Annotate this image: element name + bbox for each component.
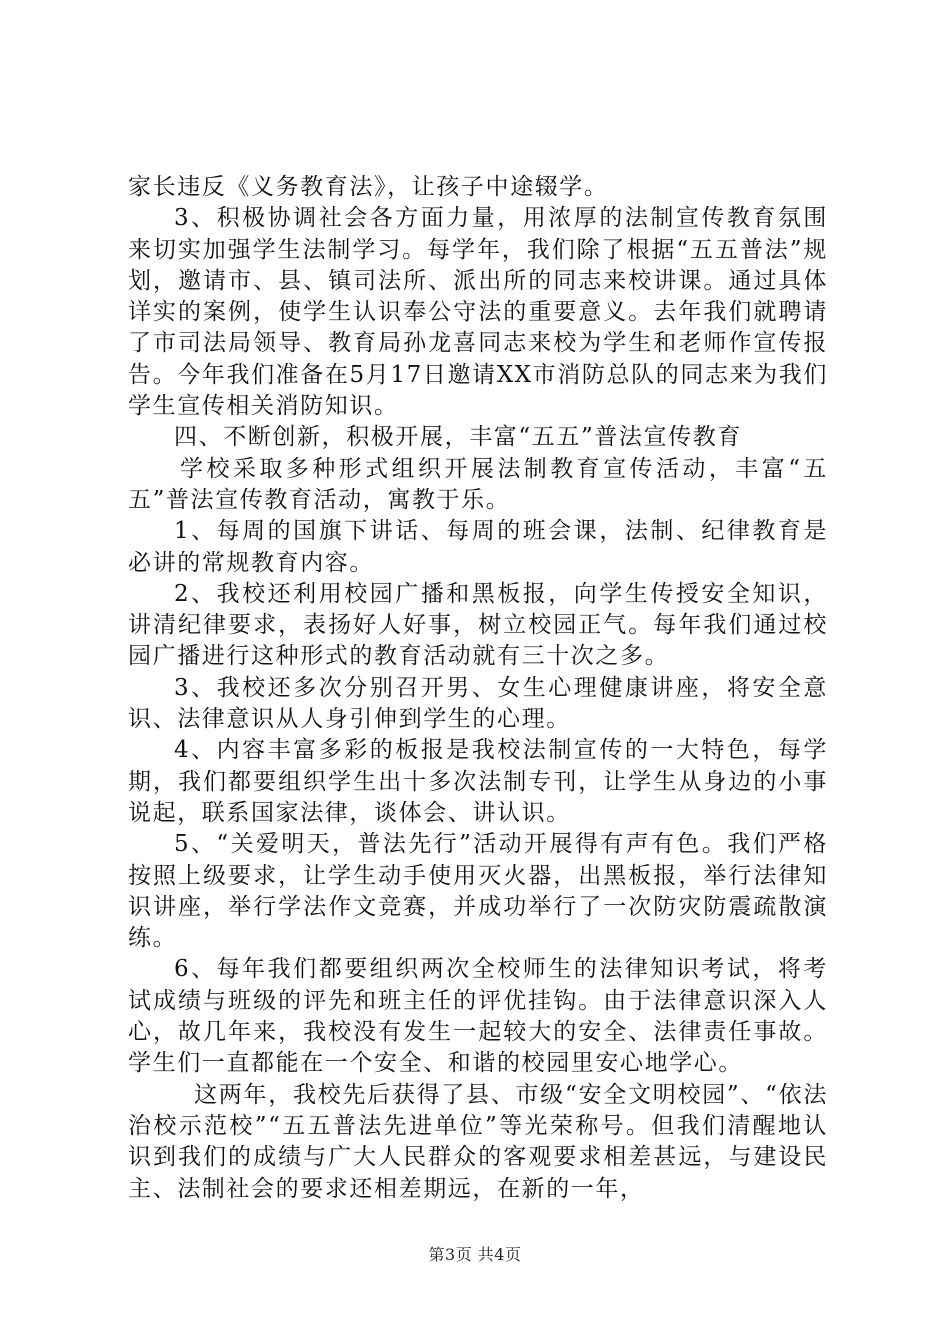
page-number-footer: 第3页 共4页 <box>428 1245 522 1264</box>
paragraph-item-3-lectures: 3、我校还多次分别召开男、女生心理健康讲座，将安全意识、法律意识从人身引伸到学生的心理。 <box>128 674 828 733</box>
paragraph-item-3-coordination: 3、积极协调社会各方面力量，用浓厚的法制宣传教育氛围来切实加强学生法制学习。每学年，我们除了根据“五五普法”规划，邀请市、县、镇司法所、派出所的同志来校讲课。通过具体详实的案例，使学生认识奉公守法的重要意义。去年我们就聘请了市司法局领导、教育局孙龙喜同志来校为学生和老师作宣传报告。今年我们准备在5月17日邀请XX市消防总队的同志来为我们学生宣传相关消防知识。 <box>128 205 828 420</box>
paragraph-item-6: 6、每年我们都要组织两次全校师生的法律知识考试，将考试成绩与班级的评先和班主任的评优挂钩。由于法律意识深入人心，故几年来，我校没有发生一起较大的安全、法律责任事故。学生们一直都能在一个安全、和谐的校园里安心地学心。 <box>128 956 828 1077</box>
document-body <box>128 172 828 1205</box>
paragraph-honors: 这两年，我校先后获得了县、市级“安全文明校园”、“依法治校示范校”“五五普法先进单位”等光荣称号。但我们清醒地认识到我们的成绩与广大人民群众的客观要求相差甚远，与建设民主、法制社会的要求还相差期远，在新的一年， <box>128 1081 828 1202</box>
section-heading-4: 四、不断创新，积极开展，丰富“五五”普法宣传教育 <box>174 424 742 451</box>
paragraph-item-2: 2、我校还利用校园广播和黑板报，向学生传授安全知识，讲清纪律要求，表扬好人好事，树立校园正气。每年我们通过校园广播进行这种形式的教育活动就有三十次之多。 <box>128 580 828 670</box>
paragraph-item-1: 1、每周的国旗下讲话、每周的班会课，法制、纪律教育是必讲的常规教育内容。 <box>128 518 828 576</box>
paragraph-section-intro: 学校采取多种形式组织开展法制教育宣传活动，丰富“五五”普法宣传教育活动，寓教于乐。 <box>128 455 828 513</box>
paragraph-continuation: 家长违反《义务教育法》，让孩子中途辍学。 <box>128 174 609 200</box>
paragraph-item-5: 5、“关爱明天，普法先行”活动开展得有声有色。我们严格按照上级要求，让学生动手使用灭火器，出黑板报，举行法律知识讲座，举行学法作文竞赛，并成功举行了一次防灾防震疏散演练。 <box>128 831 828 952</box>
paragraph-item-4: 4、内容丰富多彩的板报是我校法制宣传的一大特色，每学期，我们都要组织学生出十多次法制专刊，让学生从身边的小事说起，联系国家法律，谈体会、讲认识。 <box>128 737 828 826</box>
